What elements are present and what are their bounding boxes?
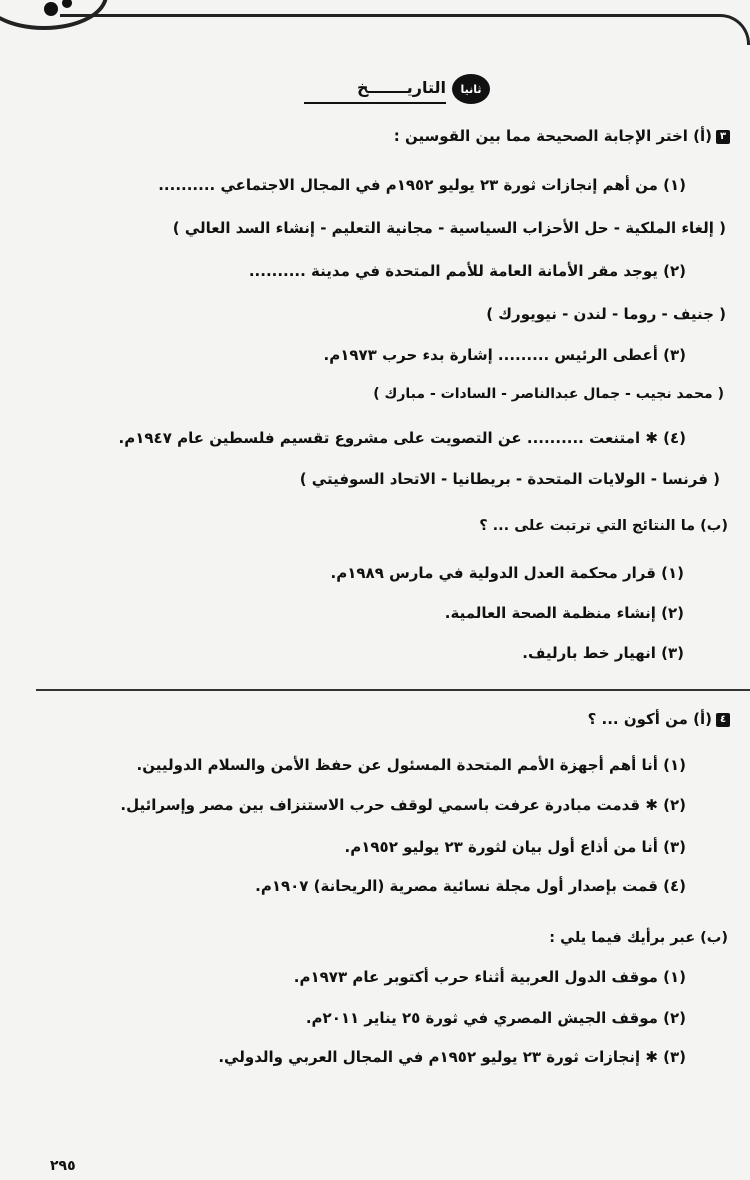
- page-number: ٢٩٥: [50, 1158, 76, 1174]
- question-number-badge: ٤: [716, 713, 730, 727]
- q4-b-item-3: (٣) ✱ إنجازات ثورة ٢٣ يوليو ١٩٥٢م في المجال العربي والدولي.: [218, 1048, 686, 1066]
- q4-item-2: (٢) ✱ قدمت مبادرة عرفت باسمي لوقف حرب الاستنزاف بين مصر وإسرائيل.: [120, 796, 686, 814]
- q3-item-1-options: ( إلغاء الملكية - حل الأحزاب السياسية - مجانية التعليم - إنشاء السد العالي ): [172, 219, 726, 237]
- q3-b-item-3: (٣) انهيار خط بارليف.: [522, 644, 684, 662]
- q3-part-b-title: (ب) ما النتائج التي ترتبت على ... ؟: [479, 518, 728, 534]
- section-title: التاريـــــــخ: [356, 78, 446, 97]
- q3-item-1: (١) من أهم إنجازات ثورة ٢٣ يوليو ١٩٥٢م في المجال الاجتماعي ..........: [158, 176, 686, 194]
- q3-b-item-1: (١) قرار محكمة العدل الدولية في مارس ١٩٨٩م.: [330, 564, 684, 582]
- page-border: [60, 14, 750, 45]
- decorative-dot: [44, 2, 58, 16]
- section-header: [300, 72, 490, 112]
- q4-b-item-2: (٢) موقف الجيش المصري في ثورة ٢٥ يناير ٢٠١١م.: [305, 1009, 686, 1027]
- question-number-badge: ٣: [716, 130, 730, 144]
- q4-item-1: (١) أنا أهم أجهزة الأمم المتحدة المسئول عن حفظ الأمن والسلام الدوليين.: [136, 756, 686, 774]
- q4-item-4: (٤) قمت بإصدار أول مجلة نسائية مصرية (الريحانة) ١٩٠٧م.: [255, 877, 686, 895]
- q4-item-3: (٣) أنا من أذاع أول بيان لثورة ٢٣ يوليو ١٩٥٢م.: [344, 838, 686, 856]
- title-underline: [304, 102, 446, 104]
- section-divider: [36, 689, 750, 691]
- question-3-heading: ٣(أ) اختر الإجابة الصحيحة مما بين القوسين :: [394, 127, 730, 145]
- q3-item-2: (٢) يوجد مقر الأمانة العامة للأمم المتحدة في مدينة ..........: [248, 262, 686, 280]
- q4-b-item-1: (١) موقف الدول العربية أثناء حرب أكتوبر عام ١٩٧٣م.: [293, 968, 686, 986]
- q3-item-2-options: ( جنيف - روما - لندن - نيويورك ): [486, 305, 726, 323]
- q3-item-3-options: ( محمد نجيب - جمال عبدالناصر - السادات - مبارك ): [373, 386, 724, 402]
- q3-item-3: (٣) أعطى الرئيس ......... إشارة بدء حرب ١٩٧٣م.: [323, 346, 686, 364]
- q3-item-4: (٤) ✱ امتنعت .......... عن التصويت على مشروع تقسيم فلسطين عام ١٩٤٧م.: [118, 429, 686, 447]
- q3-b-item-2: (٢) إنشاء منظمة الصحة العالمية.: [444, 604, 684, 622]
- q3-item-4-options: ( فرنسا - الولايات المتحدة - بريطانيا - الاتحاد السوفيتي ): [299, 470, 720, 488]
- section-badge: ثانيا: [452, 74, 490, 104]
- question-4-heading: ٤(أ) من أكون ... ؟: [588, 710, 730, 728]
- q4-part-b-title: (ب) عبر برأيك فيما يلي :: [549, 930, 728, 946]
